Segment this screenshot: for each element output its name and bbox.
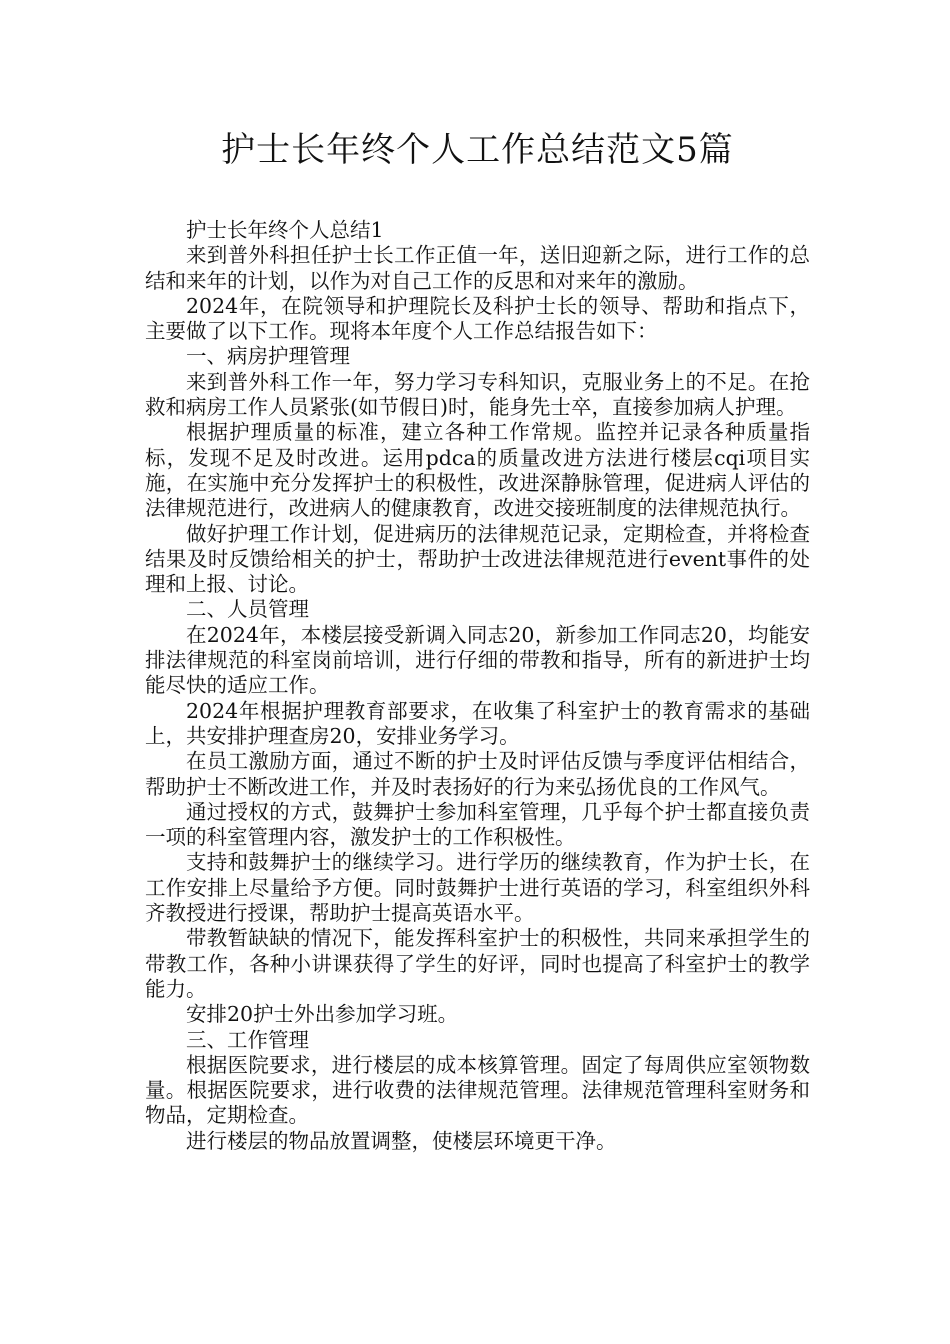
paragraph: 支持和鼓舞护士的继续学习。进行学历的继续教育，作为护士长，在工作安排上尽量给予方便。同时鼓舞护士进行英语的学习，科室组织外科齐教授进行授课，帮助护士提高英语水平。 [145, 850, 810, 926]
paragraph: 在员工激励方面，通过不断的护士及时评估反馈与季度评估相结合，帮助护士不断改进工作，并及时表扬好的行为来弘扬优良的工作风气。 [145, 749, 810, 799]
paragraph: 来到普外科工作一年，努力学习专科知识，克服业务上的不足。在抢救和病房工作人员紧张(如节假日)时，能身先士卒，直接参加病人护理。 [145, 369, 810, 420]
paragraph: 根据医院要求，进行楼层的成本核算管理。固定了每周供应室领物数量。根据医院要求，进行收费的法律规范管理。法律规范管理科室财务和物品，定期检查。 [145, 1052, 810, 1128]
paragraph: 2024年根据护理教育部要求，在收集了科室护士的教育需求的基础上，共安排护理查房20，安排业务学习。 [145, 698, 810, 748]
document-body [145, 218, 810, 1154]
paragraph: 安排20护士外出参加学习班。 [186, 1002, 459, 1027]
paragraph: 进行楼层的物品放置调整，使楼层环境更干净。 [186, 1128, 617, 1153]
document-title: 护士长年终个人工作总结范文5篇 [221, 130, 734, 170]
section-heading: 护士长年终个人总结1 [186, 218, 384, 242]
paragraph: 带教暂缺缺的情况下，能发挥科室护士的积极性，共同来承担学生的带教工作，各种小讲课获得了学生的好评，同时也提高了科室护士的教学能力。 [145, 926, 810, 1001]
paragraph: 来到普外科担任护士长工作正值一年，送旧迎新之际，进行工作的总结和来年的计划，以作为对自己工作的反思和对来年的激励。 [145, 243, 810, 293]
paragraph: 在2024年，本楼层接受新调入同志20，新参加工作同志20，均能安排法律规范的科室岗前培训，进行仔细的带教和指导，所有的新进护士均能尽快的适应工作。 [145, 622, 810, 698]
section-heading: 三、工作管理 [186, 1027, 309, 1052]
section-heading: 二、人员管理 [186, 597, 309, 622]
paragraph: 2024年，在院领导和护理院长及科护士长的领导、帮助和指点下，主要做了以下工作。现将本年度个人工作总结报告如下： [145, 293, 810, 344]
paragraph: 做好护理工作计划，促进病历的法律规范记录，定期检查，并将检查结果及时反馈给相关的护士，帮助护士改进法律规范进行event事件的处理和上报、讨论。 [145, 521, 810, 597]
paragraph: 根据护理质量的标准，建立各种工作常规。监控并记录各种质量指标，发现不足及时改进。运用pdca的质量改进方法进行楼层cqi项目实施，在实施中充分发挥护士的积极性，改进深静脉管理，促进病人评估的法律规范进行，改进病人的健康教育，改进交接班制度的法律规范执行。 [145, 420, 810, 521]
paragraph: 通过授权的方式，鼓舞护士参加科室管理，几乎每个护士都直接负责一项的科室管理内容，激发护士的工作积极性。 [145, 799, 810, 850]
document-page [145, 0, 810, 1154]
section-heading: 一、病房护理管理 [186, 344, 350, 369]
